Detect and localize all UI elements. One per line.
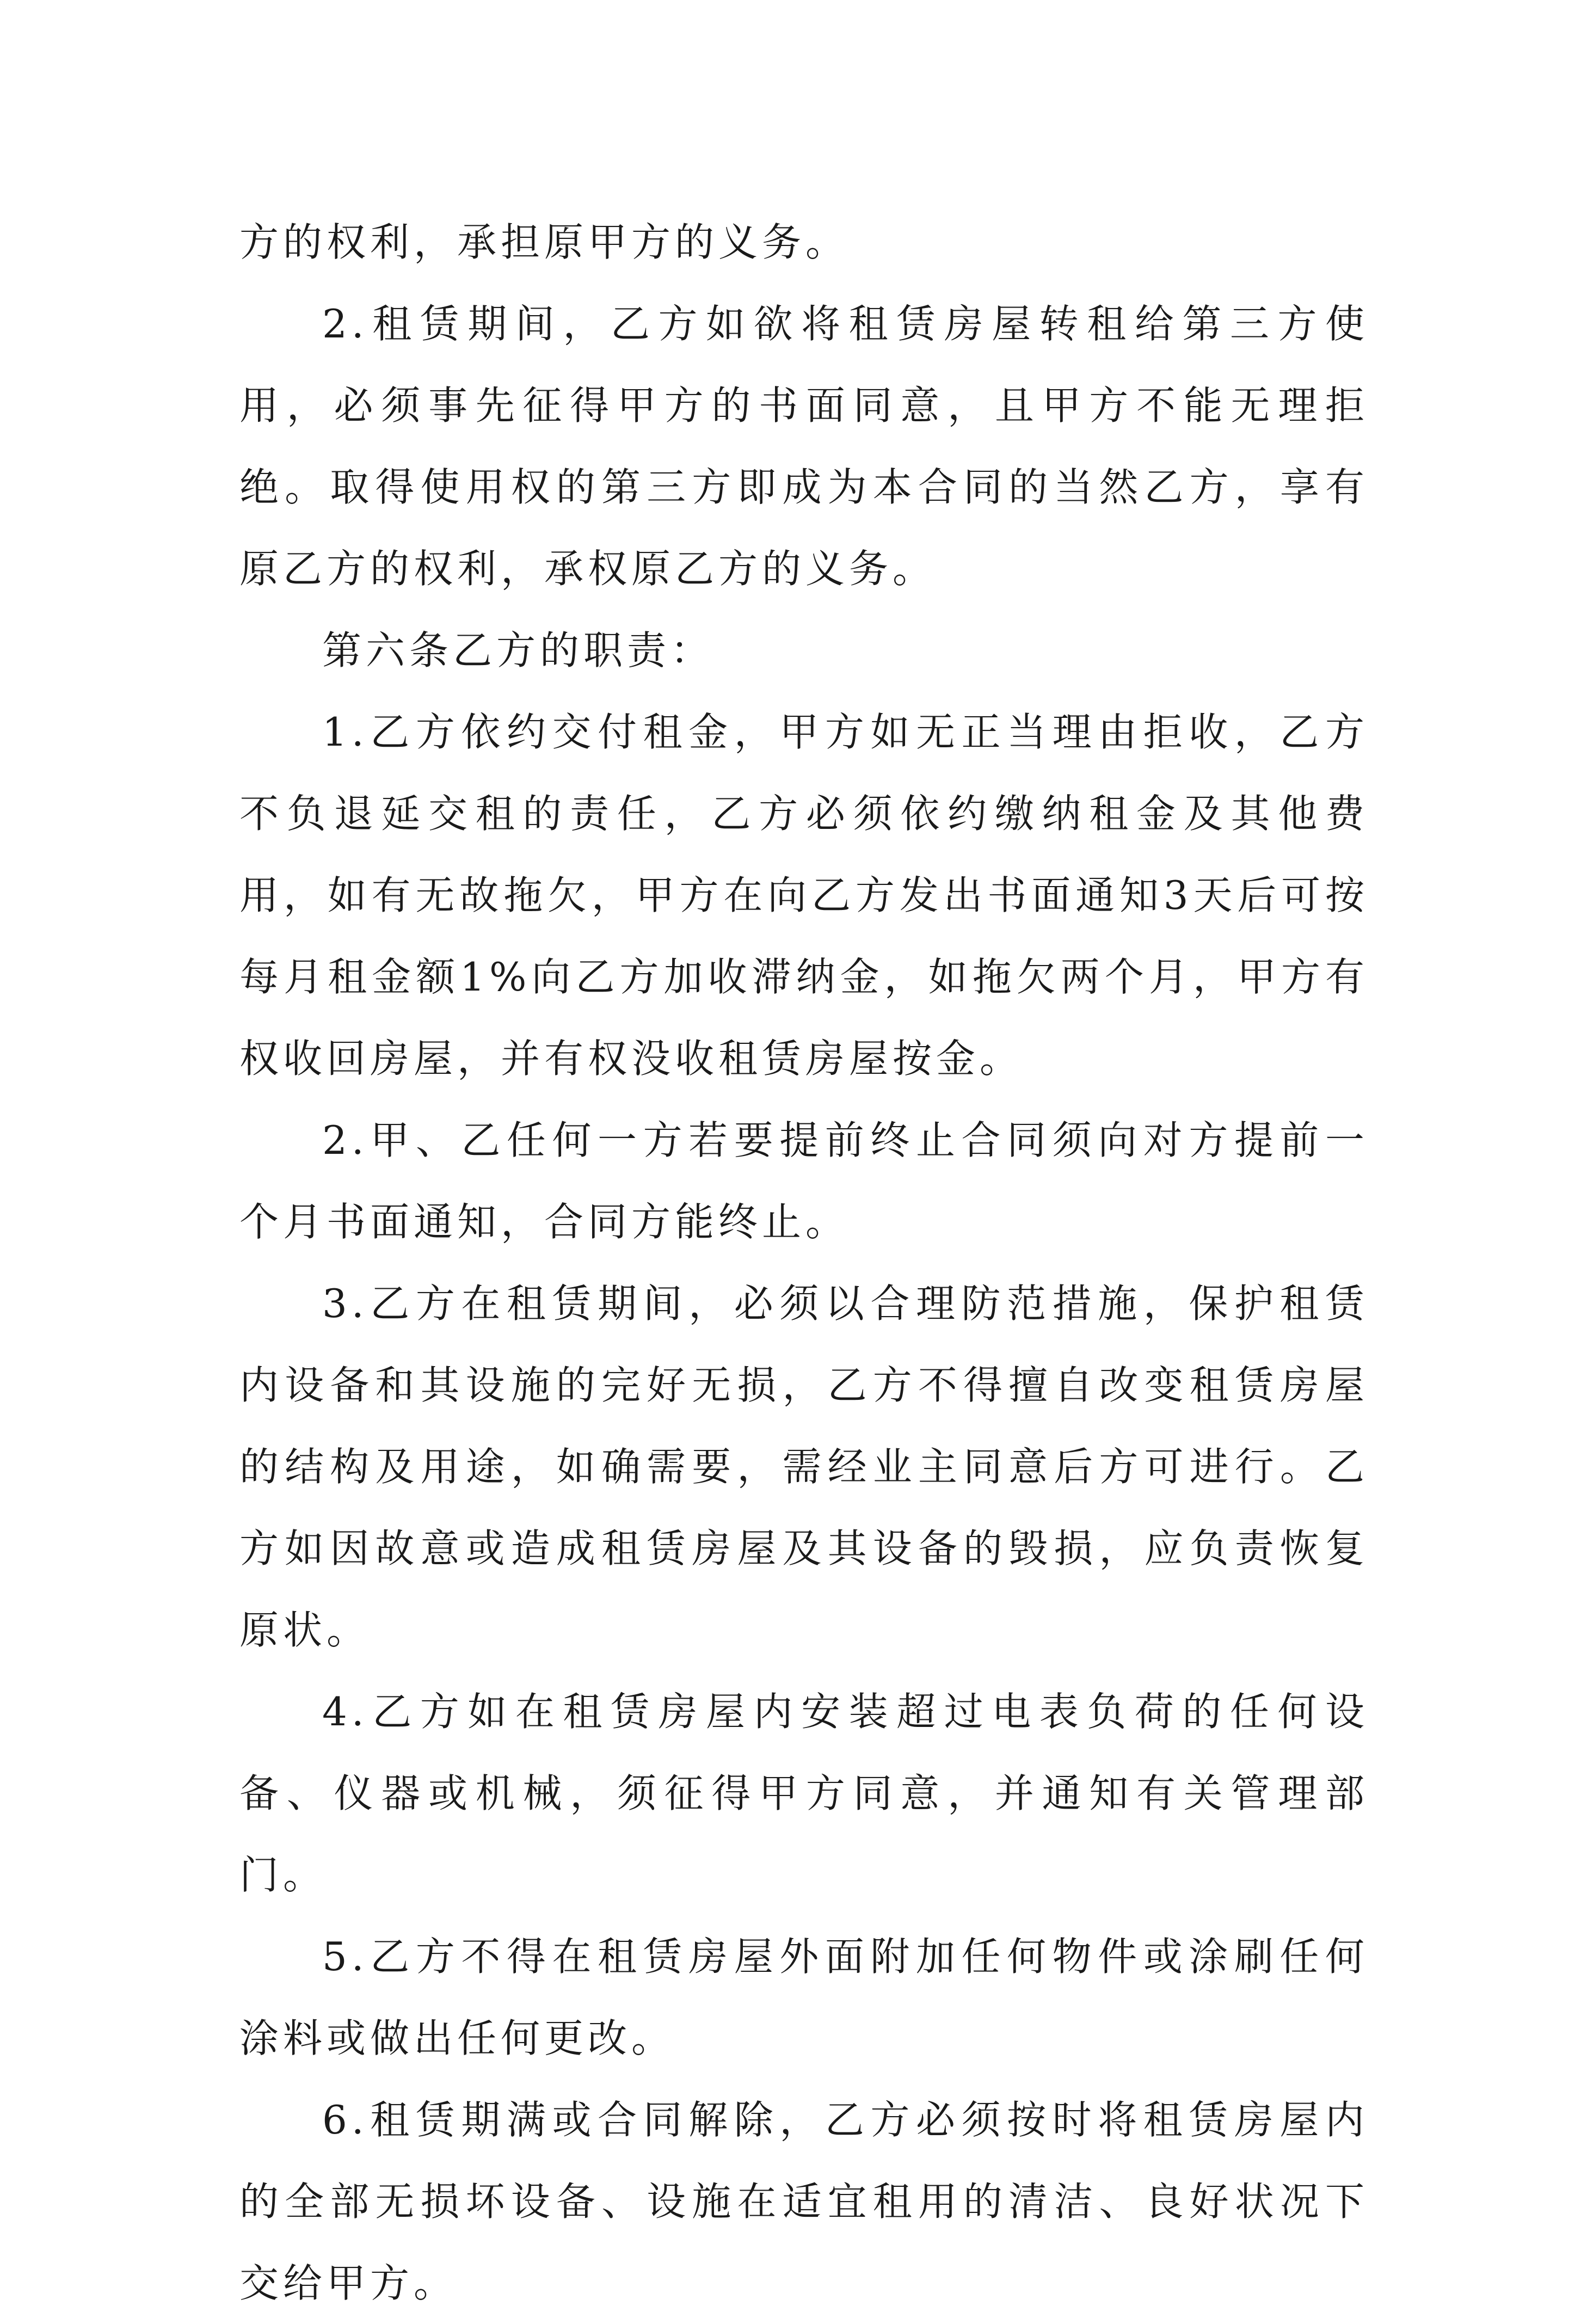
paragraph-property-protection: 3.乙方在租赁期间，必须以合理防范措施，保护租赁内设备和其设施的完好无损，乙方不得擅自改变租赁房屋的结构及用途，如确需要，需经业主同意后方可进行。乙方如因故意或造成租赁房屋及其设备的毁损，应负责恢复原状。 (239, 1281, 1369, 1653)
paragraph-equipment-installation: 4.乙方如在租赁房屋内安装超过电表负荷的任何设备、仪器或机械，须征得甲方同意，并通知有关管理部门。 (239, 1689, 1369, 1898)
paragraph-rent-payment: 1.乙方依约交付租金，甲方如无正当理由拒收，乙方不负退延交租的责任，乙方必须依约缴纳租金及其他费用，如有无故拖欠，甲方在向乙方发出书面通知3天后可按每月租金额1%向乙方加收滞纳金，如拖欠两个月，甲方有权收回房屋，并有权没收租赁房屋按金。 (239, 709, 1369, 1081)
paragraph-exterior-alterations: 5.乙方不得在租赁房屋外面附加任何物件或涂刷任何涂料或做出任何更改。 (239, 1934, 1369, 2061)
paragraph-lease-expiry-return: 6.租赁期满或合同解除，乙方必须按时将租赁房屋内的全部无损坏设备、设施在适宜租用的清洁、良好状况下交给甲方。 (239, 2097, 1369, 2306)
paragraph-early-termination: 2.甲、乙任何一方若要提前终止合同须向对方提前一个月书面通知，合同方能终止。 (239, 1117, 1369, 1245)
document-body (239, 201, 1369, 2324)
section-heading-article-six: 第六条乙方的职责： (322, 628, 715, 673)
paragraph-sublease-clause: 2.租赁期间，乙方如欲将租赁房屋转租给第三方使用，必须事先征得甲方的书面同意，且甲方不能无理拒绝。取得使用权的第三方即成为本合同的当然乙方，享有原乙方的权利，承权原乙方的义务。 (239, 301, 1369, 592)
paragraph-continuation: 方的权利，承担原甲方的义务。 (239, 219, 850, 265)
